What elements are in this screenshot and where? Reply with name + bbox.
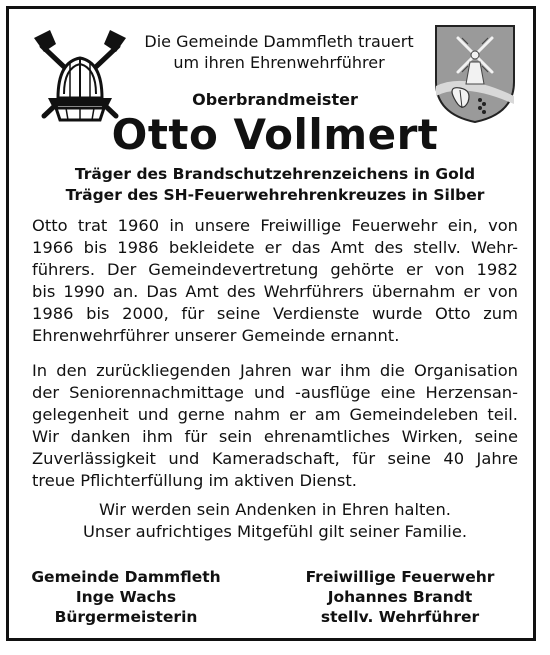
text-line: treue Pflichterfüllung im aktiven Dienst. [32, 471, 357, 490]
text-line: bis 1990 an. Das Amt des Wehrführers übernahm er von [32, 282, 518, 301]
closing-line-2: Unser aufrichtiges Mitgefühl gilt seiner Familie. [82, 522, 468, 541]
honors-list [40, 164, 510, 206]
text-line: der Seniorennachmittage und -ausflüge eine Herzensan- [32, 383, 518, 402]
honor-silver: Träger des SH-Feuerwehrehrenkreuzes in Silber [65, 186, 485, 204]
signature-fire-brigade [290, 567, 510, 627]
text-line: Zuverlässigkeit und Kameradschaft, für seine 40 Jahre [32, 449, 518, 468]
text-line: In den zurückliegenden Jahren war ihm die Organisation [32, 361, 518, 380]
signature-role: Bürgermeisterin [54, 608, 198, 626]
text-line: führers. Der Gemeindevertretung gehörte er von 1982 [32, 260, 518, 279]
closing-line-1: Wir werden sein Andenken in Ehren halten. [99, 500, 451, 519]
signature-person: Inge Wachs [75, 588, 177, 606]
text-line: gelegenheit und gerne nahm er am Gemeindeleben teil. [32, 405, 518, 424]
intro-text [134, 31, 424, 73]
text-line: Ehrenwehrführer unserer Gemeinde ernannt. [32, 326, 400, 345]
deceased-name: Otto Vollmert [111, 110, 439, 159]
signature-municipality [16, 567, 236, 627]
coat-of-arms-icon [434, 24, 516, 124]
biography-paragraph [32, 215, 518, 347]
signature-person: Johannes Brandt [327, 588, 473, 606]
signature-role: stellv. Wehrführer [320, 608, 480, 626]
signature-org: Gemeinde Dammfleth [31, 568, 221, 586]
intro-line-2: um ihren Ehrenwehrführer [173, 53, 385, 72]
closing-text [40, 499, 510, 543]
text-line: Otto trat 1960 in unsere Freiwillige Feuerwehr ein, von [32, 216, 518, 235]
rank-title: Oberbrandmeister [192, 90, 358, 109]
intro-line-1: Die Gemeinde Dammfleth trauert [144, 32, 414, 51]
text-line: 1966 bis 1986 bekleidete er das Amt des stellv. Wehr- [32, 238, 518, 257]
tribute-paragraph [32, 360, 518, 492]
signature-org: Freiwillige Feuerwehr [305, 568, 495, 586]
text-line: 1986 bis 2000, für seine Verdienste wurde Otto zum [32, 304, 518, 323]
honor-gold: Träger des Brandschutzehrenzeichens in Gold [74, 165, 476, 183]
text-line: Wir danken ihm für sein ehrenamtliches Wirken, seine [32, 427, 518, 446]
